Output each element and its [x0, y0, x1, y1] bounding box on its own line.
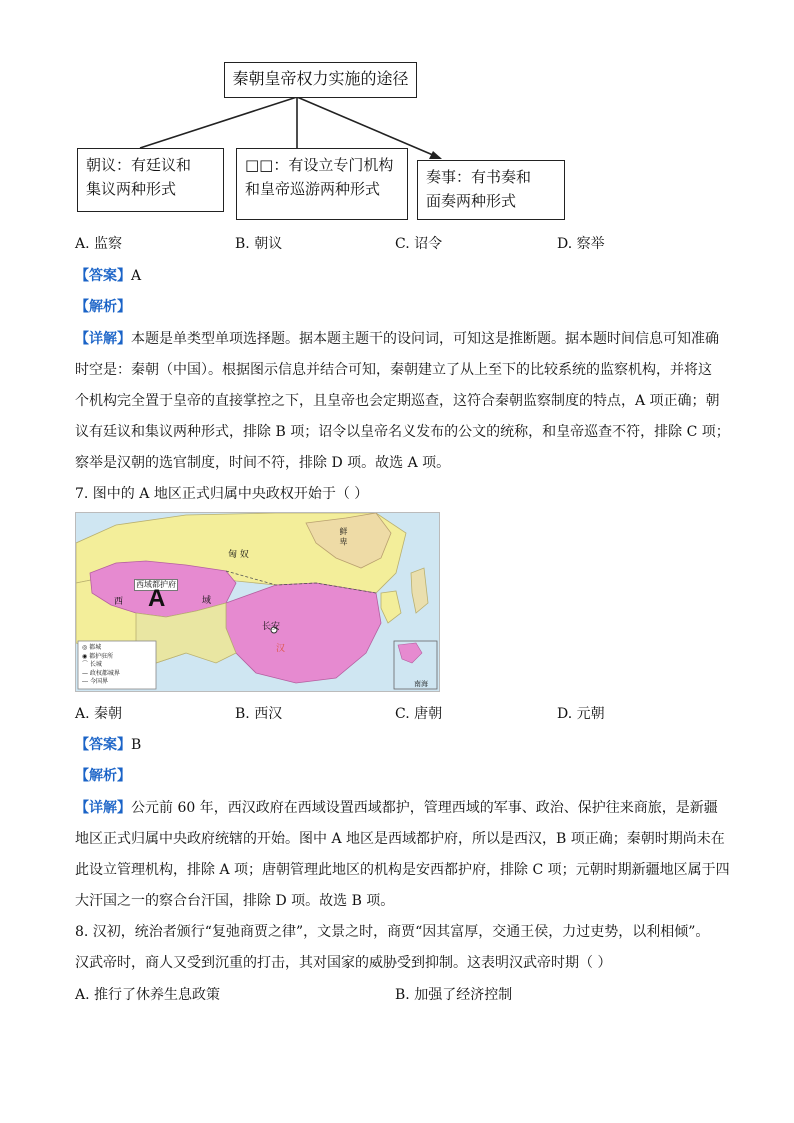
map-legend-item: ◉ 都护驻所 [82, 652, 114, 660]
diagram-box-zoushi-line2: 面奏两种形式 [426, 192, 517, 210]
q7-detail-line [75, 797, 718, 817]
q6-option-b: B. 朝议 [235, 236, 283, 252]
map-label-changan: 长安 [262, 622, 281, 632]
q7-option-d: D. 元朝 [557, 706, 605, 722]
q6-option-d: D. 察举 [557, 236, 605, 252]
q7-answer [75, 734, 141, 754]
q6-detail-tag: 【详解】 [75, 331, 131, 347]
q6-detail-line: 察举是汉朝的选官制度，时间不符，排除 D 项。故选 A 项。 [75, 455, 451, 471]
map-legend-item: ◎ 都城 [82, 644, 102, 651]
q6-answer-tag: 【答案】 [75, 268, 131, 284]
map-label-xi: 西 [114, 597, 124, 607]
q7-detail-text: 公元前 60 年，西汉政府在西域设置西域都护，管理西域的军事、政治、保护往来商旅，是新疆 [131, 800, 718, 816]
q6-answer [75, 265, 141, 285]
map-label-xiyu-duhufu: 西域都护府 [136, 580, 176, 589]
q7-detail-tag: 【详解】 [75, 800, 131, 816]
map-legend-item: — 政权都城界 [82, 669, 120, 677]
q8-stem-line: 汉武帝时，商人又受到沉重的打击，其对国家的威胁受到抑制。这表明汉武帝时期（ ） [75, 955, 612, 971]
q6-answer-value: A [131, 268, 142, 284]
q7-map [75, 512, 440, 692]
q7-detail-line: 大汗国之一的察合台汗国，排除 D 项。故选 B 项。 [75, 893, 395, 909]
map-label-yu: 域 [202, 596, 212, 606]
q8-stem-line: 8. 汉初，统治者颁行“复弛商贾之律”，文景之时，商贾“因其富厚，交通王侯，力过吏势，以利相倾”。 [75, 924, 710, 940]
map-label-xiongnu: 匈 奴 [228, 550, 249, 560]
q7-answer-value: B [131, 737, 142, 753]
q7-analysis-tag: 【解析】 [75, 768, 131, 784]
diagram-title-box [224, 62, 417, 98]
q8-option-b: B. 加强了经济控制 [395, 987, 513, 1003]
q6-option-a: A. 监察 [75, 236, 123, 252]
q6-option-c: C. 诏令 [395, 236, 443, 252]
diagram-box-zoushi [417, 160, 565, 220]
map-label-han: 汉 [276, 644, 286, 654]
diagram-title: 秦朝皇帝权力实施的途径 [232, 69, 409, 88]
map-label-a: A [148, 585, 166, 612]
q6-analysis-tag: 【解析】 [75, 299, 131, 315]
q6-analysis-heading [75, 296, 131, 316]
q6-detail-line [75, 328, 719, 348]
q7-answer-tag: 【答案】 [75, 737, 131, 753]
map-legend-item: --- 今国界 [82, 678, 108, 685]
q6-detail-line: 时空是：秦朝（中国）。根据图示信息并结合可知，秦朝建立了从上至下的比较系统的监察机构，并将这 [75, 362, 712, 378]
diagram-box-blank-line2: 和皇帝巡游两种形式 [245, 180, 381, 198]
q6-detail-text: 本题是单类型单项选择题。据本题主题干的设问词，可知这是推断题。据本题时间信息可知准确 [131, 331, 719, 347]
q7-stem: 7. 图中的 A 地区正式归属中央政权开始于（ ） [75, 486, 369, 502]
q7-option-c: C. 唐朝 [395, 706, 443, 722]
q6-detail-line: 个机构完全置于皇帝的直接掌控之下，且皇帝也会定期巡查，这符合秦朝监察制度的特点，A 项正确；朝 [75, 393, 720, 409]
q7-analysis-heading [75, 765, 131, 785]
map-legend [82, 644, 120, 687]
q8-option-a: A. 推行了休养生息政策 [75, 987, 221, 1003]
q6-detail-line: 议有廷议和集议两种形式，排除 B 项；诏令以皇帝名义发布的公文的统称，和皇帝巡查不符，排除 C 项； [75, 424, 730, 440]
diagram-box-zoushi-line1: 奏事：有书奏和 [426, 168, 532, 186]
q7-map-svg [76, 513, 439, 691]
diagram-box-blank [236, 148, 408, 220]
q7-option-a: A. 秦朝 [75, 706, 123, 722]
diagram-box-chaoyi [77, 148, 224, 212]
map-label-nanhai: 南海 [414, 680, 428, 688]
q7-option-b: B. 西汉 [235, 706, 283, 722]
map-legend-item: ⌒ 长城 [82, 661, 102, 668]
diagram-box-chaoyi-line1: 朝议：有廷议和 [86, 156, 192, 174]
map-label-xianbei: 鲜 卑 [339, 527, 348, 546]
q7-detail-line: 此设立管理机构，排除 A 项；唐朝管理此地区的机构是安西都护府，排除 C 项；元朝时期新疆地区属于四 [75, 862, 730, 878]
diagram-box-chaoyi-line2: 集议两种形式 [86, 180, 177, 198]
q7-detail-line: 地区正式归属中央政府统辖的开始。图中 A 地区是西域都护府，所以是西汉，B 项正确；秦朝时期尚未在 [75, 831, 725, 847]
diagram-box-blank-line1: □□：有设立专门机构 [245, 156, 394, 174]
